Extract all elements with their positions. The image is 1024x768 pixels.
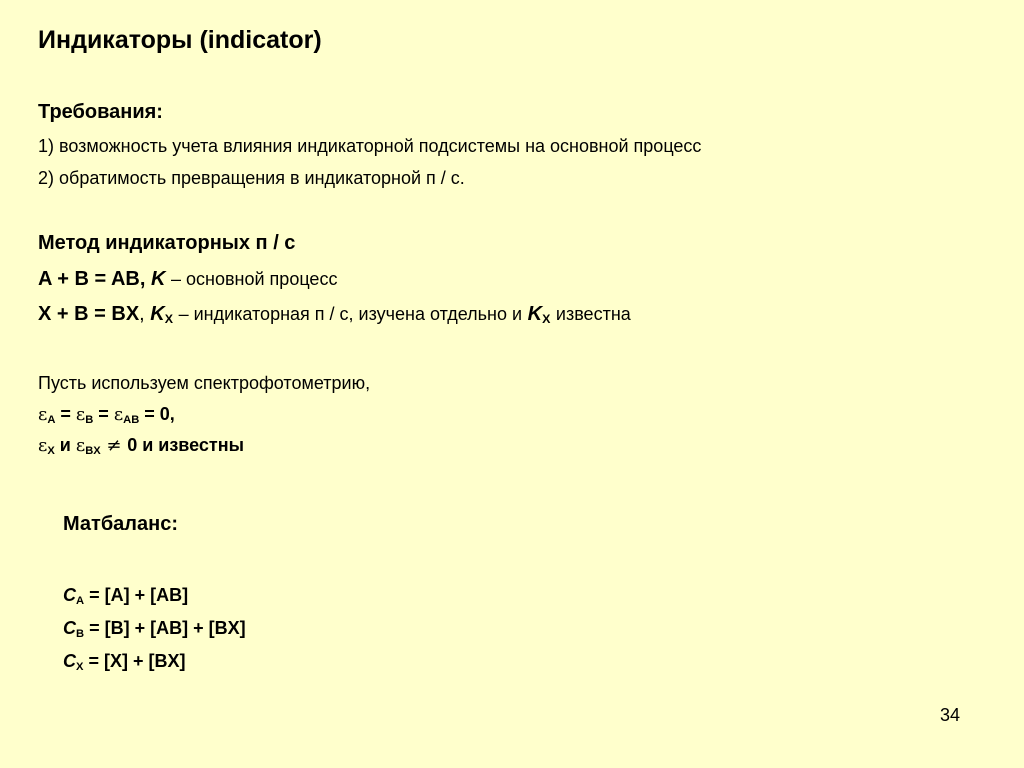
operator: = xyxy=(55,404,76,424)
epsilon-subscript: X xyxy=(47,444,55,457)
indicator-constant: K xyxy=(527,303,543,325)
epsilon-symbol: ε xyxy=(75,404,86,425)
indicator-constant: K xyxy=(150,303,165,325)
constant-subscript: X xyxy=(542,312,551,327)
value: = 0, xyxy=(139,404,175,424)
absorptivity-nonzero-line xyxy=(38,435,244,456)
concentration-subscript: B xyxy=(76,627,85,640)
epsilon-subscript: A xyxy=(47,413,56,426)
main-process-equation xyxy=(38,268,337,291)
equation-formula: A + B = AB, xyxy=(38,268,146,290)
epsilon-subscript: AB xyxy=(123,413,140,426)
mass-balance-heading: Матбаланс: xyxy=(63,513,178,535)
mass-balance-line xyxy=(63,618,246,639)
equation-formula: X + B = BX xyxy=(38,303,140,325)
balance-expression: = [B] + [AB] + [BX] xyxy=(84,618,246,638)
concentration-symbol: C xyxy=(63,618,76,638)
epsilon-subscript: B xyxy=(85,413,94,426)
equation-description: – основной процесс xyxy=(171,269,338,289)
concentration-subscript: X xyxy=(76,660,84,673)
concentration-symbol: C xyxy=(63,585,76,605)
page-number: 34 xyxy=(940,705,961,725)
requirement-item: 1) возможность учета влияния индикаторной подсистемы на основной процесс xyxy=(38,136,702,156)
requirements-heading: Требования: xyxy=(38,101,163,123)
operator: = xyxy=(93,404,114,424)
epsilon-symbol: ε xyxy=(75,435,86,456)
page-title: Индикаторы (indicator) xyxy=(38,26,322,54)
constant-subscript: X xyxy=(164,312,173,327)
epsilon-symbol: ε xyxy=(38,435,48,456)
indicator-process-equation xyxy=(38,303,631,326)
mass-balance-line xyxy=(63,585,188,606)
balance-expression: = [X] + [BX] xyxy=(83,651,186,671)
mass-balance-line xyxy=(63,651,185,672)
conjunction: и xyxy=(54,435,76,455)
absorptivity-zero-line xyxy=(38,404,175,425)
value: 0 и известны xyxy=(127,435,244,455)
not-equal-sign: ≠ xyxy=(100,435,128,456)
equation-description: – индикаторная п / с, изучена отдельно и xyxy=(178,304,523,324)
equation-tail: известна xyxy=(555,304,631,324)
concentration-symbol: C xyxy=(63,651,76,671)
epsilon-symbol: ε xyxy=(38,404,48,425)
method-heading: Метод индикаторных п / с xyxy=(38,232,296,254)
epsilon-subscript: BX xyxy=(85,444,101,457)
concentration-subscript: A xyxy=(76,594,85,607)
requirement-item: 2) обратимость превращения в индикаторной п / с. xyxy=(38,168,465,188)
epsilon-symbol: ε xyxy=(113,404,124,425)
balance-expression: = [A] + [AB] xyxy=(84,585,189,605)
spectrophotometry-intro: Пусть используем спектрофотометрию, xyxy=(38,373,371,393)
comma: , xyxy=(139,303,145,325)
equilibrium-constant: K xyxy=(151,268,166,290)
